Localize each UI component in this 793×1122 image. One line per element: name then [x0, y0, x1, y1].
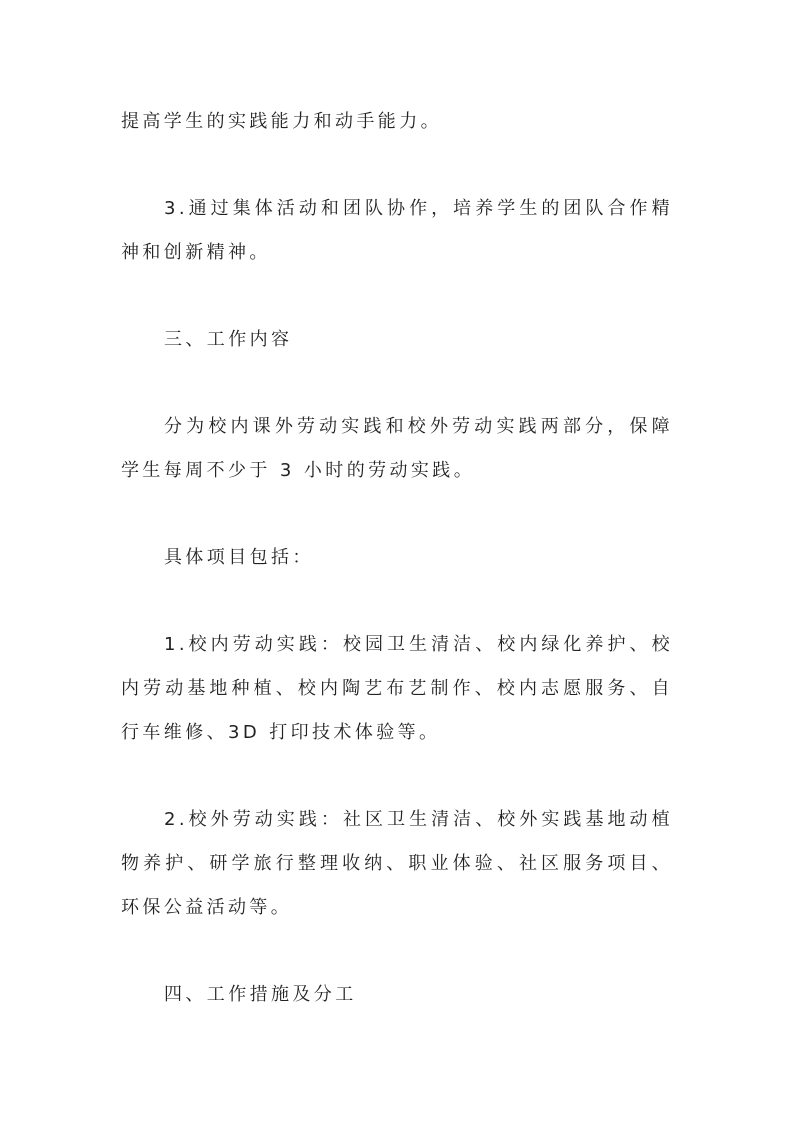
paragraph-on-campus-practice: 1.校内劳动实践：校园卫生清洁、校内绿化养护、校内劳动基地种植、校内陶艺布艺制作、校内志愿服务、自行车维修、3D 打印技术体验等。 [121, 634, 673, 743]
paragraph-gap [121, 362, 673, 405]
paragraph-gap [121, 275, 673, 318]
paragraph-gap [121, 755, 673, 798]
paragraph-practical-ability: 提高学生的实践能力和动手能力。 [121, 111, 442, 132]
section-heading-measures-division: 四、工作措施及分工 [164, 984, 357, 1005]
paragraph-item-3-teamwork: 3.通过集体活动和团队协作，培养学生的团队合作精神和创新精神。 [121, 198, 673, 263]
paragraph-gap [121, 580, 673, 623]
paragraph-work-content-overview: 分为校内课外劳动实践和校外劳动实践两部分，保障学生每周不少于 3 小时的劳动实践。 [121, 416, 673, 481]
paragraph-gap [121, 493, 673, 536]
section-heading-work-content: 三、工作内容 [164, 329, 293, 350]
document-page [121, 100, 673, 1017]
paragraph-gap [121, 144, 673, 187]
paragraph-gap [121, 930, 673, 973]
paragraph-off-campus-practice: 2.校外劳动实践：社区卫生清洁、校外实践基地动植物养护、研学旅行整理收纳、职业体验、社区服务项目、环保公益活动等。 [121, 809, 673, 918]
paragraph-specific-items-intro: 具体项目包括： [164, 547, 314, 568]
